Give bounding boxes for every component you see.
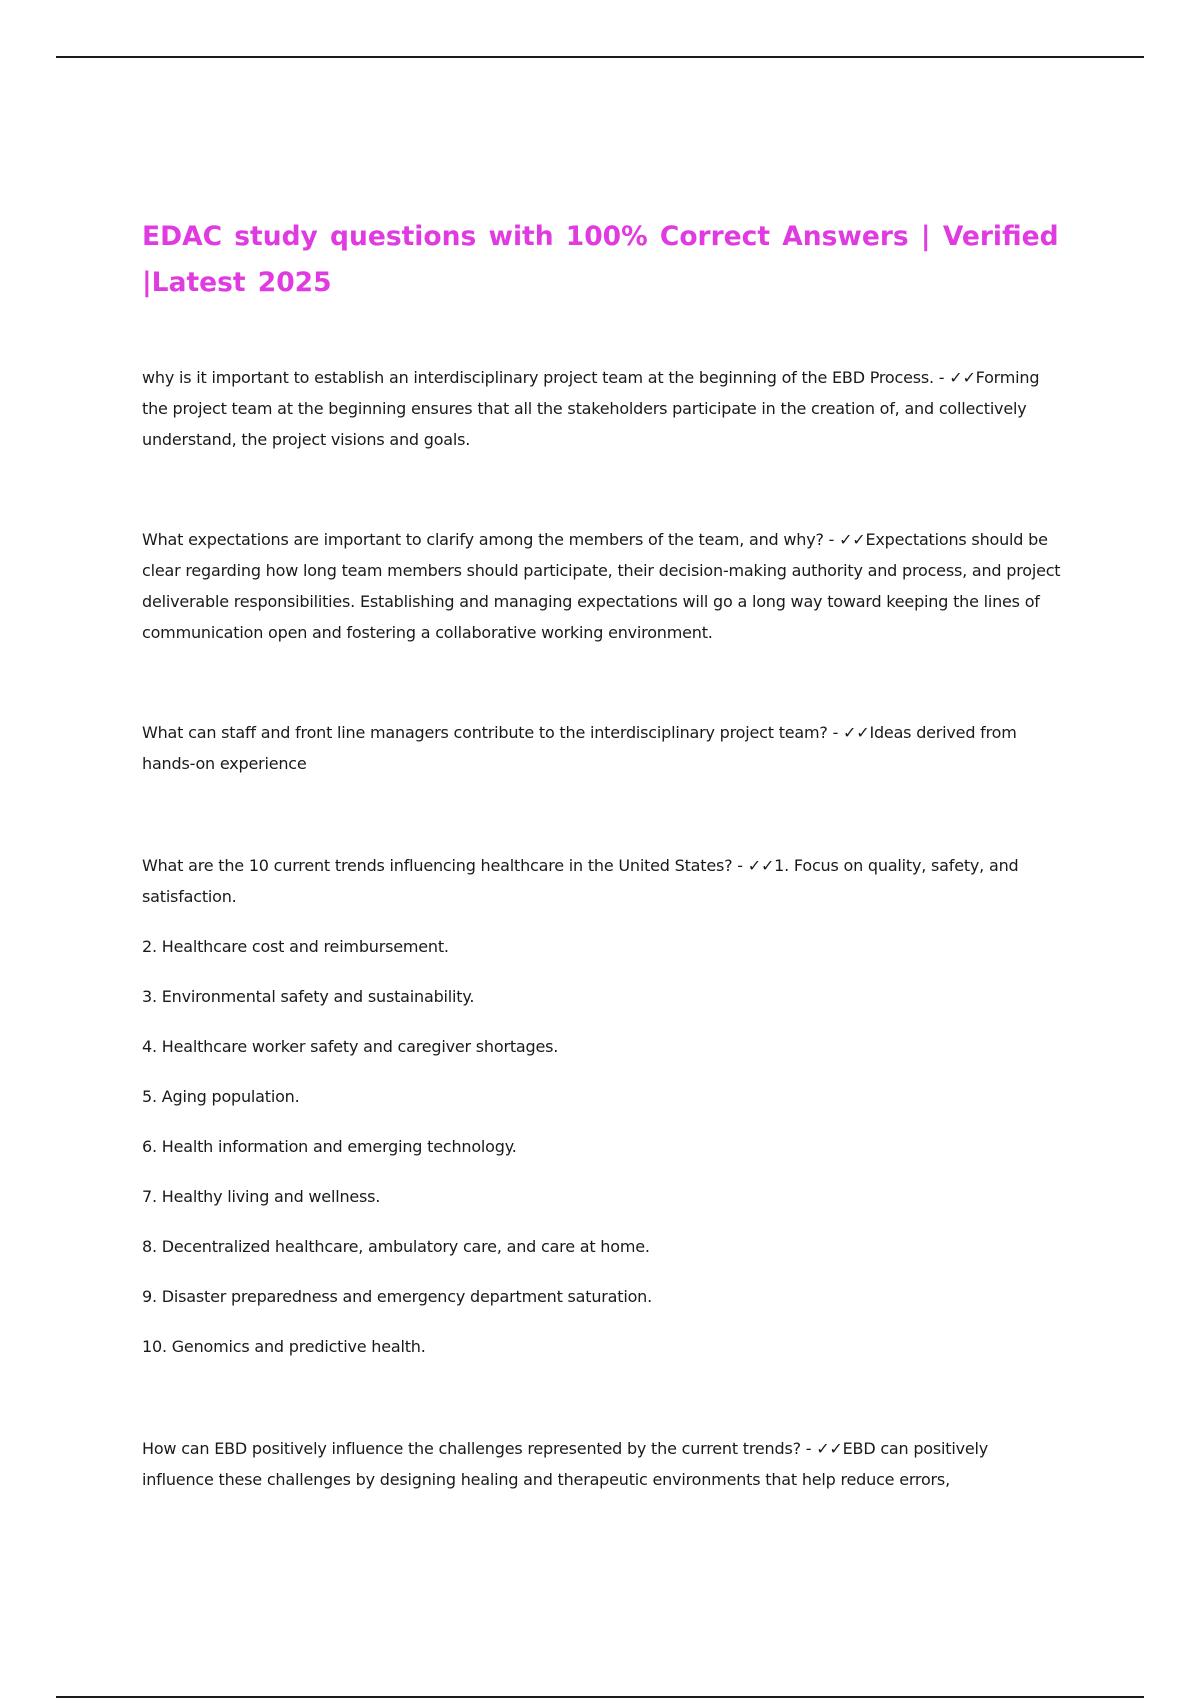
document-title: EDAC study questions with 100% Correct Answers | Verified |Latest 2025 bbox=[142, 221, 1059, 298]
trend-item-3: 3. Environmental safety and sustainability. bbox=[142, 987, 475, 1006]
trend-item-8: 8. Decentralized healthcare, ambulatory care, and care at home. bbox=[142, 1237, 650, 1256]
trend-item-5: 5. Aging population. bbox=[142, 1087, 300, 1106]
header-rule bbox=[56, 56, 1144, 58]
qa-entry-2: What expectations are important to clarify among the members of the team, and why? - ✓✓Expectations should be clear regarding how long team members should participate, their decision-making authority and process, and project deliverable responsibilities. Establishing and managing expectations will go a long way toward keeping the lines of communication open and fostering a collaborative working environment. bbox=[142, 530, 1061, 642]
document-body bbox=[142, 214, 1062, 1495]
footer-rule bbox=[56, 1696, 1144, 1698]
trend-item-4: 4. Healthcare worker safety and caregiver shortages. bbox=[142, 1037, 559, 1056]
trend-item-10: 10. Genomics and predictive health. bbox=[142, 1337, 426, 1356]
trend-item-6: 6. Health information and emerging technology. bbox=[142, 1137, 517, 1156]
qa-entry-1: why is it important to establish an interdisciplinary project team at the beginning of the EBD Process. - ✓✓Forming the project team at the beginning ensures that all the stakeholders participate in the creation of, and collectively understand, the project visions and goals. bbox=[142, 368, 1040, 449]
qa-entry-3: What can staff and front line managers contribute to the interdisciplinary project team? - ✓✓Ideas derived from hands-on experience bbox=[142, 723, 1017, 773]
trend-item-2: 2. Healthcare cost and reimbursement. bbox=[142, 937, 449, 956]
trend-item-9: 9. Disaster preparedness and emergency department saturation. bbox=[142, 1287, 652, 1306]
trend-item-7: 7. Healthy living and wellness. bbox=[142, 1187, 381, 1206]
qa-entry-5: How can EBD positively influence the challenges represented by the current trends? - ✓✓EBD can positively influence these challenges by designing healing and therapeutic environments that help reduce errors, bbox=[142, 1439, 989, 1489]
qa-entry-4: What are the 10 current trends influencing healthcare in the United States? - ✓✓1. Focus on quality, safety, and satisfaction. bbox=[142, 856, 1019, 906]
trends-list bbox=[142, 931, 1062, 1362]
